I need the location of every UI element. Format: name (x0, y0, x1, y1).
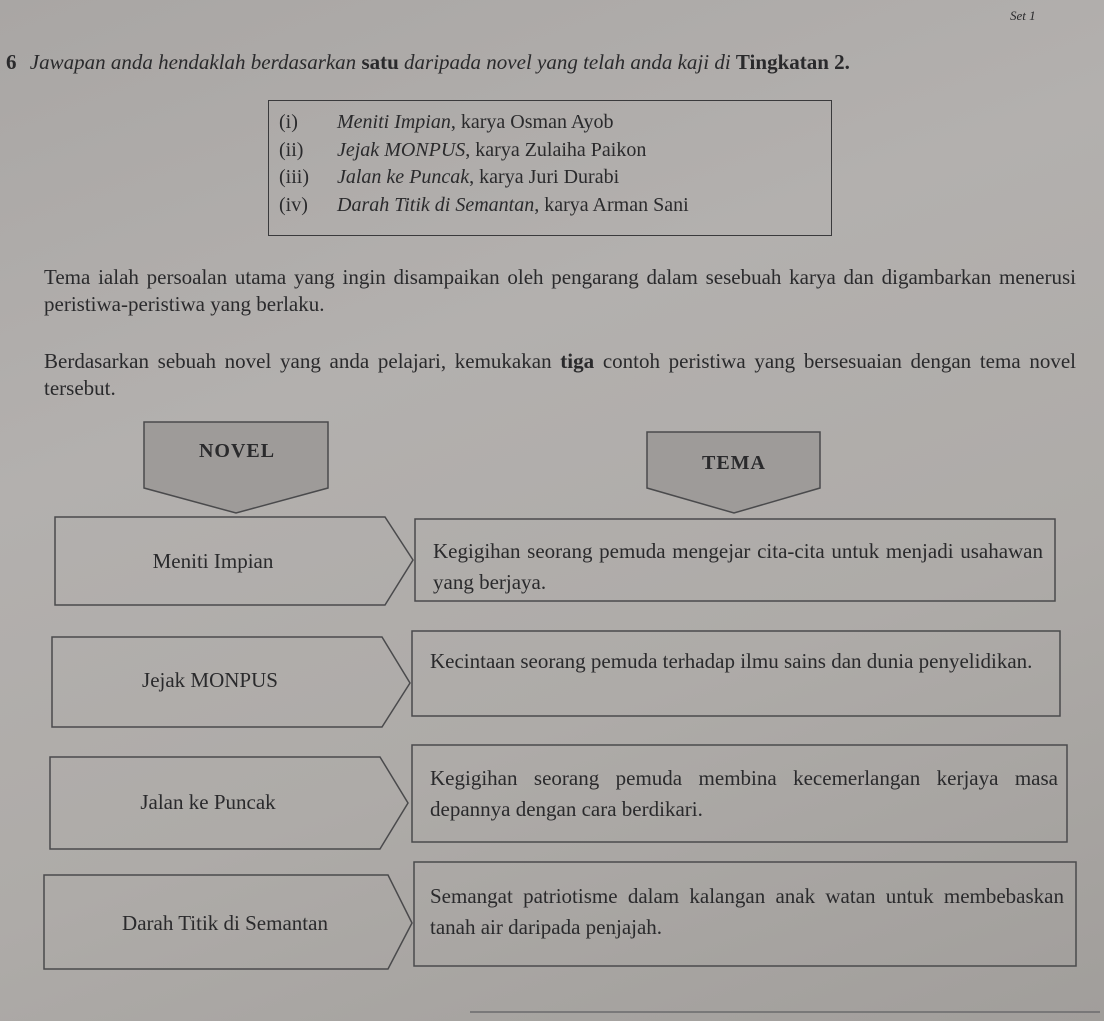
question-number: 6 (6, 50, 17, 74)
novel-name: Darah Titik di Semantan (122, 911, 328, 935)
novel-list-author: , karya Zulaiha Paikon (465, 138, 647, 161)
novel-header-label: NOVEL (198, 440, 276, 462)
tema-text: Kegigihan seorang pemuda membina kecemerlangan kerjaya masa depannya dengan cara berdikari. (430, 766, 1058, 821)
novel-list-title: Jalan ke Puncak (337, 166, 470, 188)
novel-list-num: (i) (279, 111, 298, 133)
question-stem-start: Jawapan anda hendaklah berdasarkan (29, 50, 357, 74)
novel-list-num: (iv) (279, 193, 308, 216)
novel-list-title: Jejak MONPUS (337, 138, 466, 161)
novel-list-author: , karya Juri Durabi (469, 166, 620, 188)
novel-list-num: (iii) (279, 166, 309, 188)
theme-definition-paragraph: Tema ialah persoalan utama yang ingin disampaikan oleh pengarang dalam sesebuah karya dan digambarkan menerusi peristiwa-peristiwa yang berlaku. (44, 265, 1076, 316)
novel-list-title: Meniti Impian (337, 111, 451, 133)
set-label: Set 1 (1010, 8, 1036, 23)
instruction-part1: Berdasarkan sebuah novel yang anda pelajari, kemukakan (44, 349, 552, 373)
tema-text: Kegigihan seorang pemuda mengejar cita-cita untuk menjadi usahawan yang berjaya. (433, 539, 1043, 594)
novel-name: Jejak MONPUS (142, 668, 278, 692)
tema-text: Semangat patriotisme dalam kalangan anak watan untuk membebaskan tanah air daripada penjajah. (430, 884, 1064, 939)
tema-header-label: TEMA (702, 452, 766, 474)
novel-list-author: , karya Osman Ayob (450, 111, 614, 133)
tema-text: Kecintaan seorang pemuda terhadap ilmu sains dan dunia penyelidikan. (430, 649, 1033, 673)
instruction-bold-tiga: tiga (560, 349, 595, 373)
novel-header-shape (144, 422, 328, 513)
novel-list-author: , karya Arman Sani (534, 193, 689, 216)
question-stem-middle: daripada novel yang telah anda kaji di (404, 50, 731, 74)
instruction-part2: contoh peristiwa yang bersesuaian dengan tema novel tersebut. (44, 349, 1077, 400)
question-stem-bold-satu: satu (361, 50, 399, 74)
novel-list-title: Darah Titik di Semantan (337, 193, 535, 216)
novel-name: Meniti Impian (152, 549, 274, 573)
novel-name: Jalan ke Puncak (140, 790, 276, 814)
novel-list-num: (ii) (279, 138, 304, 161)
question-stem-bold-tingkatan: Tingkatan 2. (735, 50, 850, 74)
